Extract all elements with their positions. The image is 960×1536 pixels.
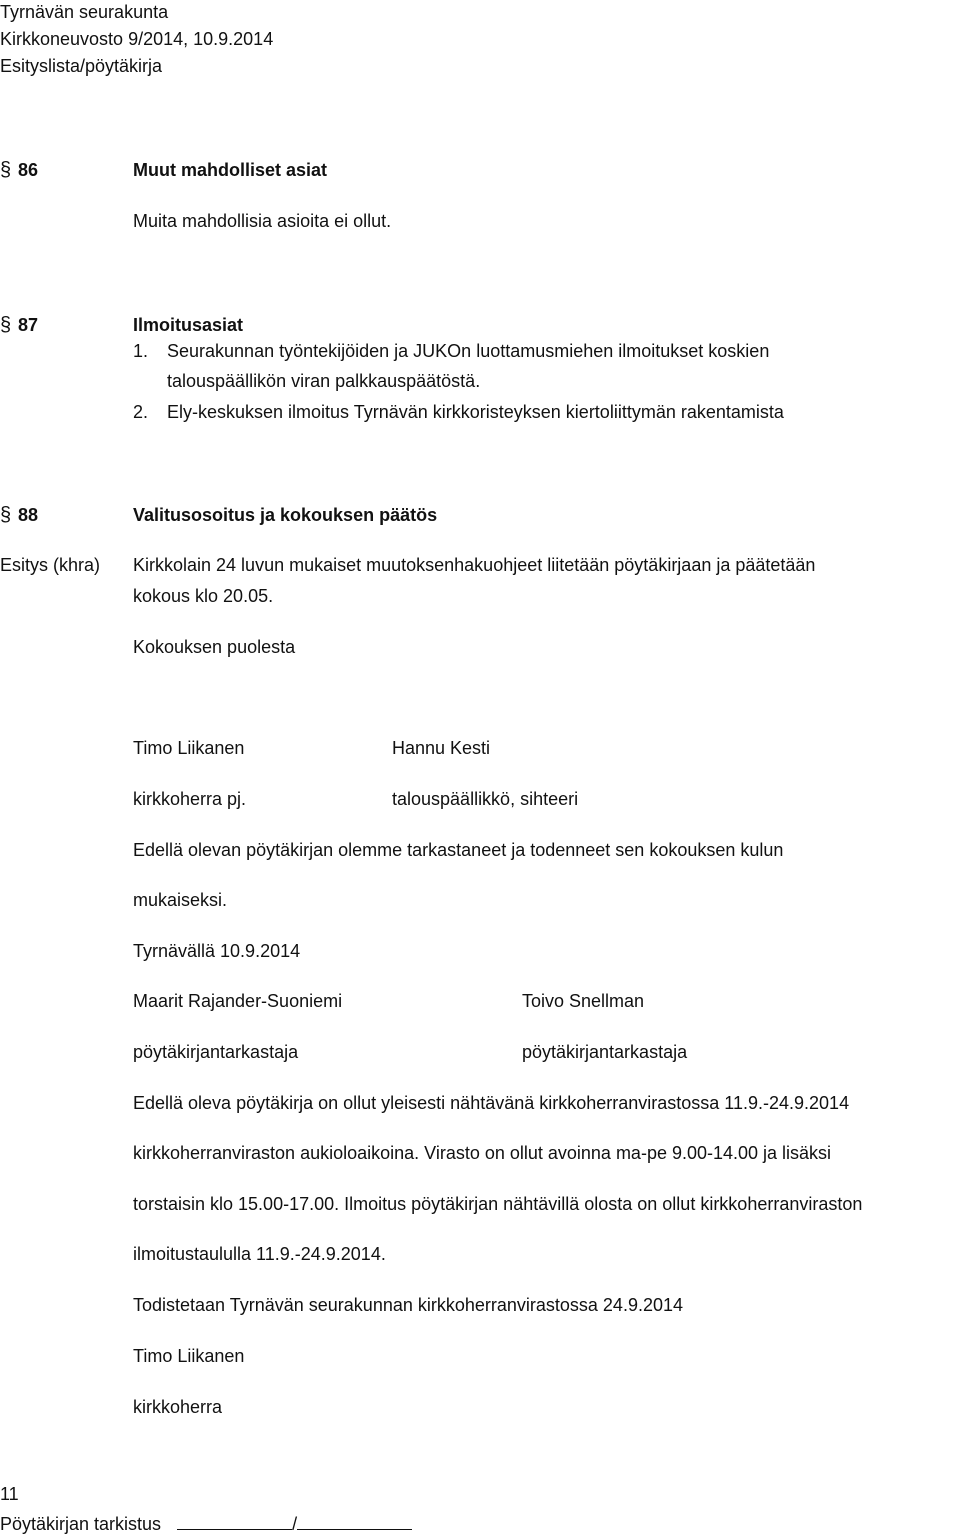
signer-role: talouspäällikkö, sihteeri xyxy=(392,789,579,809)
header-doc-type: Esityslista/pöytäkirja xyxy=(0,56,163,76)
section-symbol: § xyxy=(0,159,12,181)
certification-text: Todistetaan Tyrnävän seurakunnan kirkkoherranvirastossa 24.9.2014 xyxy=(133,1295,684,1315)
check-blank-2[interactable] xyxy=(297,1511,412,1530)
list-item-line: talouspäällikön viran palkkauspäätöstä. xyxy=(167,371,481,391)
verification-line: Edellä olevan pöytäkirjan olemme tarkastaneet ja todenneet sen kokouksen kulun xyxy=(133,840,784,860)
check-separator: / xyxy=(292,1514,298,1534)
notice-line: Edellä oleva pöytäkirja on ollut yleisesti nähtävänä kirkkoherranvirastossa 11.9.-24.9.2014 xyxy=(133,1093,850,1113)
section-number: 88 xyxy=(18,505,39,525)
section-number: 87 xyxy=(18,315,39,335)
list-item-line: Ely-keskuksen ilmoitus Tyrnävän kirkkoristeyksen kiertoliittymän rakentamista xyxy=(167,402,784,422)
signer-role: kirkkoherra pj. xyxy=(133,789,247,809)
proposal-label: Esitys (khra) xyxy=(0,555,101,575)
verification-line: mukaiseksi. xyxy=(133,890,228,910)
section-symbol: § xyxy=(0,314,12,336)
checker-role: pöytäkirjantarkastaja xyxy=(133,1042,299,1062)
list-item-line: Seurakunnan työntekijöiden ja JUKOn luottamusmiehen ilmoitukset koskien xyxy=(167,341,770,361)
certification-name: Timo Liikanen xyxy=(133,1346,245,1366)
signer-name: Timo Liikanen xyxy=(133,738,245,758)
list-item-marker: 1. xyxy=(133,341,149,361)
checker-name: Toivo Snellman xyxy=(522,991,645,1011)
list-item-marker: 2. xyxy=(133,402,149,422)
section-symbol: § xyxy=(0,504,12,526)
check-blank-1[interactable] xyxy=(177,1511,292,1530)
checker-name: Maarit Rajander-Suoniemi xyxy=(133,991,343,1011)
checker-role: pöytäkirjantarkastaja xyxy=(522,1042,688,1062)
signer-name: Hannu Kesti xyxy=(392,738,491,758)
check-label: Pöytäkirjan tarkistus xyxy=(0,1514,162,1534)
proposal-line: kokous klo 20.05. xyxy=(133,586,274,606)
check-line xyxy=(0,1511,412,1536)
proposal-line: Kirkkolain 24 luvun mukaiset muutoksenhakuohjeet liitetään pöytäkirjaan ja päätetään xyxy=(133,555,816,575)
section-title: Ilmoitusasiat xyxy=(133,315,244,335)
header-meeting: Kirkkoneuvosto 9/2014, 10.9.2014 xyxy=(0,29,274,49)
section-text: Muita mahdollisia asioita ei ollut. xyxy=(133,211,392,231)
notice-line: kirkkoherranviraston aukioloaikoina. Virasto on ollut avoinna ma-pe 9.00-14.00 ja lisäksi xyxy=(133,1143,832,1163)
header-org: Tyrnävän seurakunta xyxy=(0,2,169,22)
section-title: Valitusosoitus ja kokouksen päätös xyxy=(133,505,438,525)
on-behalf-label: Kokouksen puolesta xyxy=(133,637,296,657)
place-date: Tyrnävällä 10.9.2014 xyxy=(133,941,301,961)
notice-line: torstaisin klo 15.00-17.00. Ilmoitus pöytäkirjan nähtävillä olosta on ollut kirkkoherranviraston xyxy=(133,1194,863,1214)
notice-line: ilmoitustaululla 11.9.-24.9.2014. xyxy=(133,1244,386,1264)
certification-role: kirkkoherra xyxy=(133,1397,223,1417)
section-title: Muut mahdolliset asiat xyxy=(133,160,328,180)
section-number: 86 xyxy=(18,160,39,180)
page-number: 11 xyxy=(0,1484,19,1504)
